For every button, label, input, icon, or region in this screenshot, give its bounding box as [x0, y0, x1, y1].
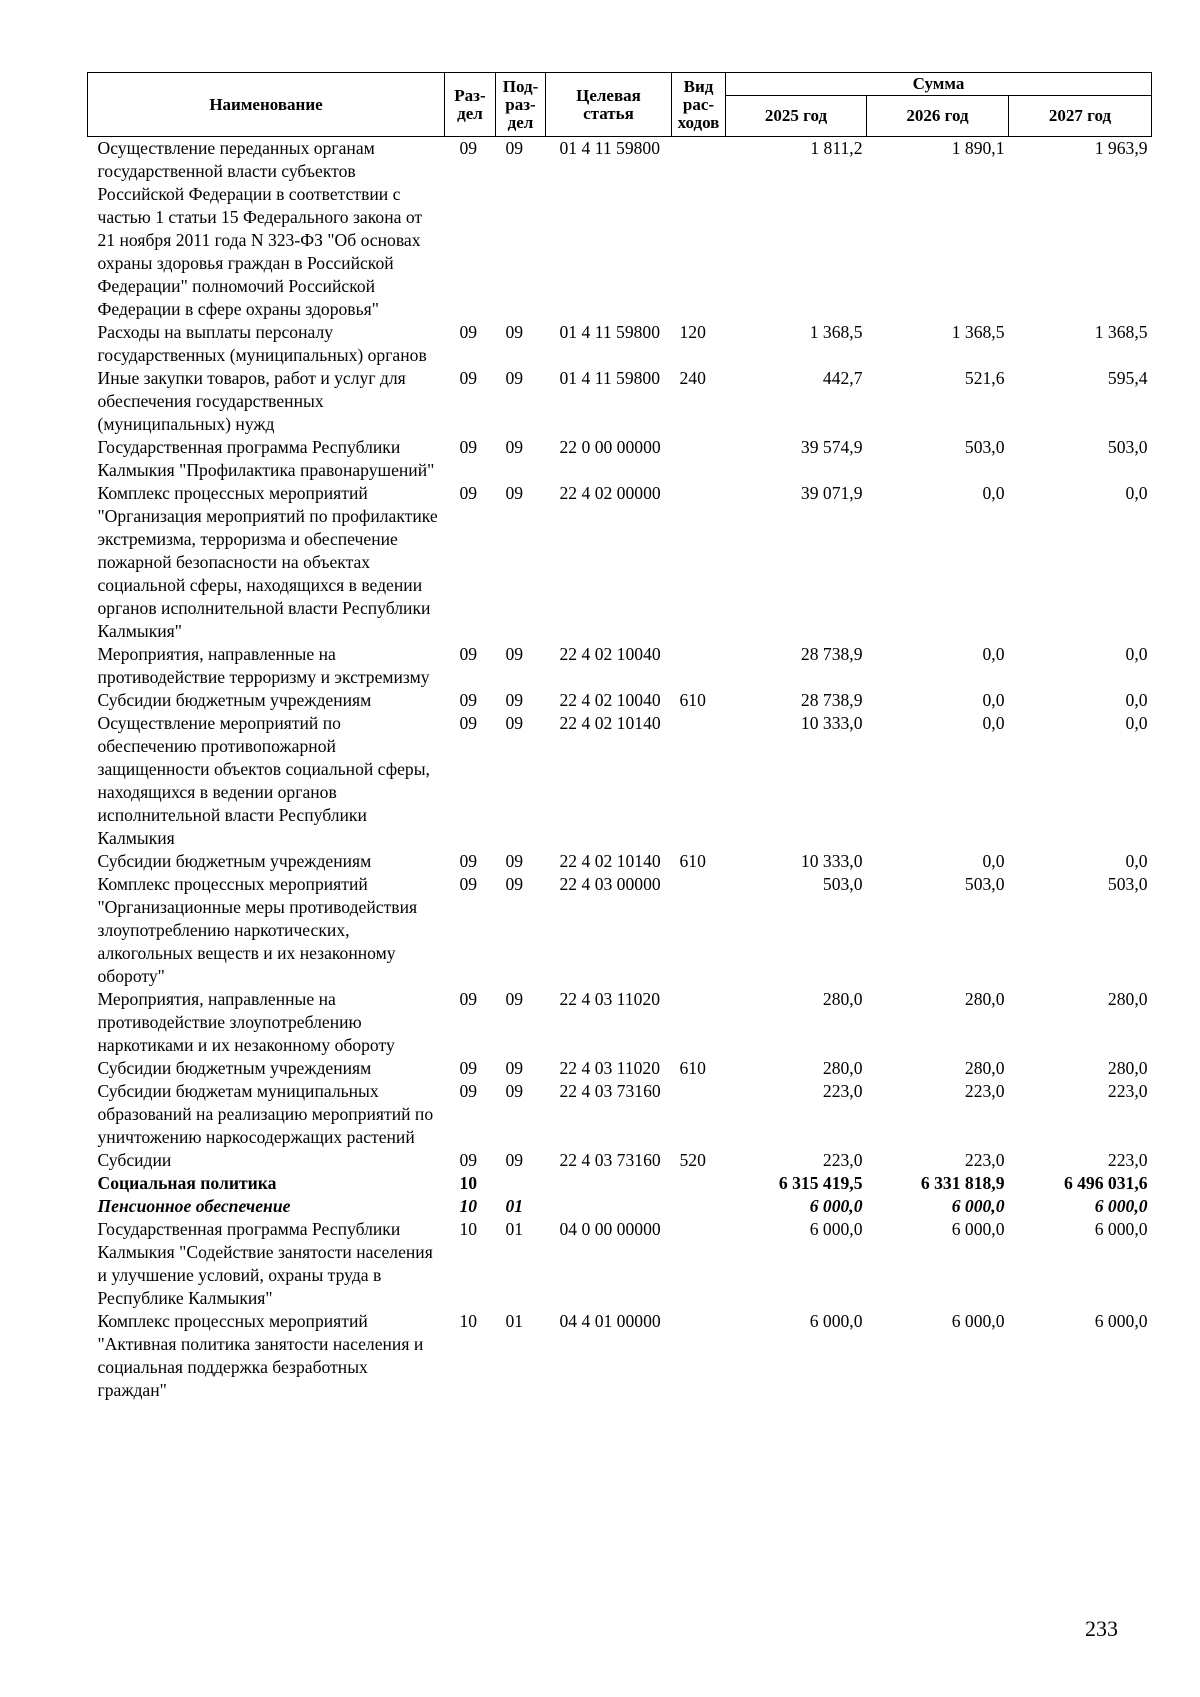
- row-podrazdel: 09: [505, 874, 524, 894]
- row-target: [546, 1195, 672, 1218]
- row-razdel: 09: [459, 322, 478, 342]
- row-name: Государственная программа Республики Калмыкия "Содействие занятости населения и улучшение условий, охраны труда в Республике Калмыкия": [97, 1219, 433, 1308]
- row-sum-2025: 1 811,2: [810, 138, 863, 158]
- row-razdel: 09: [459, 989, 478, 1009]
- row-podrazdel: 01: [505, 1219, 524, 1239]
- row-vid: [672, 1218, 726, 1310]
- row-vid: 610: [679, 1058, 706, 1078]
- table-row: [88, 436, 1152, 482]
- row-name: Мероприятия, направленные на противодействие терроризму и экстремизму: [97, 644, 430, 687]
- row-sum-2026: 6 000,0: [951, 1196, 1005, 1216]
- row-sum-2027: 280,0: [1107, 1058, 1148, 1078]
- row-name: Осуществление мероприятий по обеспечению противопожарной защищенности объектов социальной сферы, находящихся в ведении органов исполнительной власти Республики Калмыкия: [97, 713, 430, 848]
- row-sum-2027: 0,0: [1125, 690, 1148, 710]
- row-razdel: 09: [459, 690, 478, 710]
- row-sum-2027: 6 000,0: [1094, 1196, 1148, 1216]
- row-name: Субсидии бюджетным учреждениям: [97, 690, 372, 710]
- header-2026: 2026 год: [867, 96, 1009, 137]
- row-sum-2025: 28 738,9: [800, 690, 863, 710]
- row-sum-2026: 503,0: [964, 874, 1005, 894]
- row-vid: [672, 482, 726, 643]
- row-target: 22 0 00 00000: [559, 437, 661, 457]
- row-sum-2027: 0,0: [1125, 483, 1148, 503]
- row-sum-2025: 6 000,0: [809, 1311, 863, 1331]
- row-sum-2025: 10 333,0: [800, 713, 863, 733]
- table-row: [88, 643, 1152, 689]
- row-name: Субсидии бюджетным учреждениям: [97, 851, 372, 871]
- row-sum-2025: 6 000,0: [809, 1219, 863, 1239]
- row-name: Комплекс процессных мероприятий "Активная политика занятости населения и социальная поддержка безработных граждан": [97, 1311, 424, 1400]
- row-razdel: 09: [459, 874, 478, 894]
- row-name: Субсидии бюджетам муниципальных образований на реализацию мероприятий по уничтожению наркосодержащих растений: [97, 1081, 434, 1147]
- row-razdel: 09: [459, 368, 478, 388]
- row-sum-2027: 503,0: [1107, 437, 1148, 457]
- row-razdel: 09: [459, 851, 478, 871]
- row-vid: [672, 643, 726, 689]
- row-razdel: 09: [459, 644, 478, 664]
- row-sum-2027: 0,0: [1125, 713, 1148, 733]
- row-razdel: 09: [459, 483, 478, 503]
- row-sum-2025: 503,0: [822, 874, 863, 894]
- row-target: 22 4 02 10040: [559, 690, 661, 710]
- row-sum-2025: 280,0: [822, 989, 863, 1009]
- row-sum-2026: 1 890,1: [951, 138, 1005, 158]
- budget-table-container: [87, 72, 1151, 1402]
- row-sum-2026: 280,0: [964, 989, 1005, 1009]
- row-sum-2027: 6 000,0: [1094, 1219, 1148, 1239]
- row-sum-2026: 0,0: [982, 644, 1005, 664]
- row-name: Расходы на выплаты персоналу государственных (муниципальных) органов: [97, 322, 427, 365]
- row-sum-2025: 280,0: [822, 1058, 863, 1078]
- row-razdel: 09: [459, 1081, 478, 1101]
- row-podrazdel: [496, 1172, 546, 1195]
- row-razdel: 09: [459, 138, 478, 158]
- row-razdel: 10: [459, 1196, 478, 1216]
- header-razdel: Раз- дел: [445, 73, 496, 137]
- row-target: 22 4 03 11020: [559, 1058, 661, 1078]
- row-podrazdel: 09: [505, 690, 524, 710]
- row-sum-2026: 223,0: [964, 1081, 1005, 1101]
- row-sum-2027: 1 368,5: [1094, 322, 1148, 342]
- row-sum-2027: 503,0: [1107, 874, 1148, 894]
- row-name: Мероприятия, направленные на противодействие злоупотреблению наркотиками и их незаконному обороту: [97, 989, 395, 1055]
- row-sum-2025: 39 071,9: [800, 483, 863, 503]
- table-row: [88, 1218, 1152, 1310]
- row-razdel: 10: [459, 1311, 478, 1331]
- row-target: 22 4 02 10140: [559, 851, 661, 871]
- row-target: 22 4 02 00000: [559, 483, 661, 503]
- row-podrazdel: 01: [505, 1311, 524, 1331]
- row-sum-2027: 0,0: [1125, 851, 1148, 871]
- row-sum-2025: 6 000,0: [809, 1196, 863, 1216]
- row-sum-2025: 39 574,9: [800, 437, 863, 457]
- row-target: 01 4 11 59800: [559, 368, 661, 388]
- row-sum-2027: 1 963,9: [1094, 138, 1148, 158]
- row-podrazdel: 09: [505, 713, 524, 733]
- row-sum-2027: 6 496 031,6: [1063, 1173, 1148, 1193]
- row-name: Субсидии: [97, 1150, 172, 1170]
- row-sum-2026: 6 000,0: [951, 1311, 1005, 1331]
- row-sum-2027: 280,0: [1107, 989, 1148, 1009]
- row-sum-2027: 0,0: [1125, 644, 1148, 664]
- table-row: [88, 321, 1152, 367]
- row-vid: [672, 1195, 726, 1218]
- row-vid: 120: [679, 322, 706, 342]
- row-vid: [672, 1080, 726, 1149]
- row-sum-2026: 1 368,5: [951, 322, 1005, 342]
- row-razdel: 09: [459, 437, 478, 457]
- table-row: [88, 689, 1152, 712]
- row-vid: [672, 1310, 726, 1402]
- row-sum-2026: 521,6: [964, 368, 1005, 388]
- row-target: 22 4 03 00000: [559, 874, 661, 894]
- row-vid: 240: [679, 368, 706, 388]
- row-podrazdel: 09: [505, 1058, 524, 1078]
- page-number: 233: [1085, 1616, 1118, 1641]
- row-sum-2025: 223,0: [822, 1081, 863, 1101]
- table-row: [88, 482, 1152, 643]
- row-podrazdel: 09: [505, 644, 524, 664]
- row-sum-2026: 280,0: [964, 1058, 1005, 1078]
- row-vid: [672, 873, 726, 988]
- table-row: [88, 137, 1152, 322]
- row-name: Комплекс процессных мероприятий "Организационные меры противодействия злоупотреблению наркотических, алкогольных веществ и их незаконному обороту": [97, 874, 418, 986]
- row-target: 22 4 03 73160: [559, 1081, 661, 1101]
- row-vid: [672, 988, 726, 1057]
- row-vid: [672, 1172, 726, 1195]
- row-name: Государственная программа Республики Калмыкия "Профилактика правонарушений": [97, 437, 435, 480]
- row-target: 22 4 02 10140: [559, 713, 661, 733]
- table-row: [88, 1195, 1152, 1218]
- row-name: Комплекс процессных мероприятий "Организация мероприятий по профилактике экстремизма, терроризма и обеспечение пожарной безопасности на объектах социальной сферы, находящихся в ведении органов исполнительной власти Республики Калмыкия": [97, 483, 438, 641]
- row-vid: 610: [679, 851, 706, 871]
- row-name: Субсидии бюджетным учреждениям: [97, 1058, 372, 1078]
- row-podrazdel: 09: [505, 989, 524, 1009]
- row-podrazdel: 01: [505, 1196, 524, 1216]
- row-target: 22 4 03 73160: [559, 1150, 661, 1170]
- row-vid: [672, 436, 726, 482]
- row-target: 22 4 03 11020: [559, 989, 661, 1009]
- row-sum-2025: 442,7: [822, 368, 863, 388]
- row-vid: 520: [679, 1150, 706, 1170]
- row-target: 22 4 02 10040: [559, 644, 661, 664]
- table-row: [88, 367, 1152, 436]
- row-sum-2026: 0,0: [982, 483, 1005, 503]
- row-podrazdel: 09: [505, 437, 524, 457]
- table-row: [88, 1310, 1152, 1402]
- row-sum-2026: 6 331 818,9: [920, 1173, 1005, 1193]
- table-row: [88, 1172, 1152, 1195]
- table-row: [88, 1080, 1152, 1149]
- row-podrazdel: 09: [505, 368, 524, 388]
- row-target: [546, 1172, 672, 1195]
- header-name: Наименование: [88, 73, 445, 137]
- row-podrazdel: 09: [505, 322, 524, 342]
- row-sum-2025: 223,0: [822, 1150, 863, 1170]
- row-vid: [672, 712, 726, 850]
- row-target: 01 4 11 59800: [559, 138, 661, 158]
- row-sum-2025: 6 315 419,5: [778, 1173, 863, 1193]
- table-row: [88, 850, 1152, 873]
- row-razdel: 10: [459, 1173, 478, 1193]
- row-sum-2026: 0,0: [982, 713, 1005, 733]
- row-name: Социальная политика: [97, 1173, 277, 1193]
- row-vid: 610: [679, 690, 706, 710]
- row-sum-2027: 223,0: [1107, 1081, 1148, 1101]
- row-sum-2026: 0,0: [982, 851, 1005, 871]
- row-sum-2026: 503,0: [964, 437, 1005, 457]
- row-sum-2025: 28 738,9: [800, 644, 863, 664]
- row-target: 04 4 01 00000: [559, 1311, 661, 1331]
- row-podrazdel: 09: [505, 483, 524, 503]
- row-razdel: 09: [459, 713, 478, 733]
- header-2025: 2025 год: [726, 96, 867, 137]
- header-target: Целевая статья: [546, 73, 672, 137]
- row-name: Пенсионное обеспечение: [97, 1196, 291, 1216]
- header-vid: Вид рас- ходов: [672, 73, 726, 137]
- row-podrazdel: 09: [505, 138, 524, 158]
- row-podrazdel: 09: [505, 1081, 524, 1101]
- row-sum-2025: 10 333,0: [800, 851, 863, 871]
- row-sum-2027: 6 000,0: [1094, 1311, 1148, 1331]
- row-sum-2026: 0,0: [982, 690, 1005, 710]
- row-name: Иные закупки товаров, работ и услуг для обеспечения государственных (муниципальных) нужд: [97, 368, 406, 434]
- row-target: 04 0 00 00000: [559, 1219, 661, 1239]
- row-sum-2027: 595,4: [1107, 368, 1148, 388]
- row-sum-2026: 6 000,0: [951, 1219, 1005, 1239]
- table-row: [88, 988, 1152, 1057]
- table-row: [88, 1057, 1152, 1080]
- row-name: Осуществление переданных органам государственной власти субъектов Российской Федерации в соответствии с частью 1 статьи 15 Федерального закона от 21 ноября 2011 года N 323-ФЗ "Об основах охраны здоровья граждан в Российской Федерации" полномочий Российской Федерации в сфере охраны здоровья": [97, 138, 423, 319]
- budget-table: [87, 72, 1152, 1402]
- row-sum-2026: 223,0: [964, 1150, 1005, 1170]
- row-vid: [672, 137, 726, 322]
- row-sum-2025: 1 368,5: [809, 322, 863, 342]
- table-row: [88, 712, 1152, 850]
- row-sum-2027: 223,0: [1107, 1150, 1148, 1170]
- row-podrazdel: 09: [505, 1150, 524, 1170]
- row-podrazdel: 09: [505, 851, 524, 871]
- header-podrazdel: Под- раз- дел: [496, 73, 546, 137]
- row-target: 01 4 11 59800: [559, 322, 661, 342]
- row-razdel: 10: [459, 1219, 478, 1239]
- table-body: [88, 137, 1152, 1403]
- header-2027: 2027 год: [1009, 96, 1152, 137]
- table-row: [88, 873, 1152, 988]
- row-razdel: 09: [459, 1150, 478, 1170]
- table-row: [88, 1149, 1152, 1172]
- row-razdel: 09: [459, 1058, 478, 1078]
- header-sum: Сумма: [726, 73, 1152, 96]
